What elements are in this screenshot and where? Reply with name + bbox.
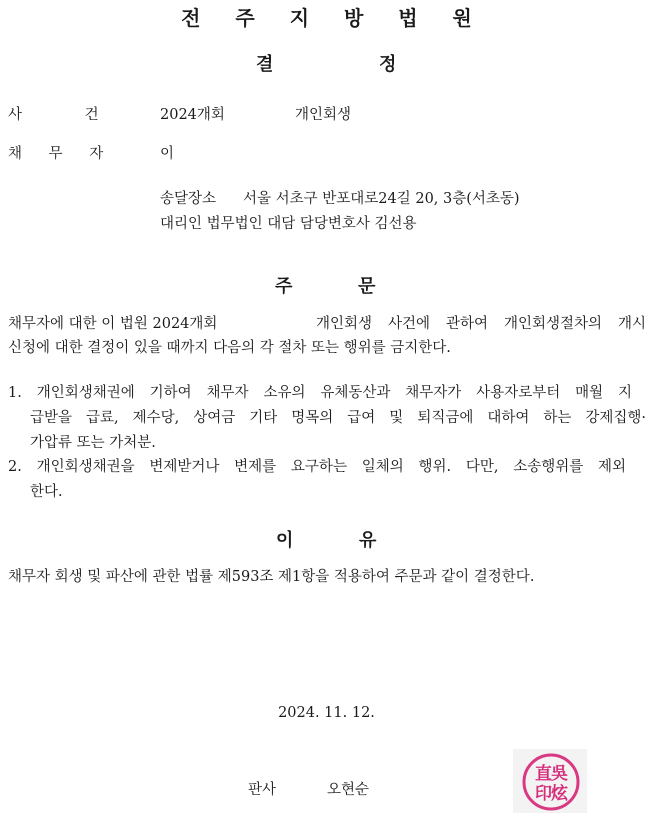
order-intro-line1b: 개인회생 사건에 관하여 개인회생절차의 개시 bbox=[316, 316, 646, 332]
debtor-name: 이 bbox=[160, 146, 175, 162]
judge-name: 오현순 bbox=[327, 782, 370, 798]
reason-heading-char2: 유 bbox=[359, 530, 377, 551]
debtor-agent: 대리인 법무법인 대담 담당변호사 김선용 bbox=[160, 216, 417, 232]
document-type-char1: 결 bbox=[256, 54, 274, 75]
case-number: 2024개회 bbox=[160, 107, 225, 123]
court-name: 전 주 지 방 법 원 bbox=[181, 6, 486, 30]
decision-date: 2024. 11. 12. bbox=[278, 705, 375, 721]
debtor-label bbox=[8, 142, 103, 163]
judge-seal bbox=[513, 749, 587, 813]
reason-heading-char1: 이 bbox=[276, 530, 294, 551]
order-intro-line2: 신청에 대한 결정이 있을 때까지 다음의 각 절차 또는 행위를 금지한다. bbox=[8, 340, 451, 356]
debtor-label-text: 채 무 자 bbox=[8, 146, 104, 162]
delivery-label: 송달장소 bbox=[160, 191, 217, 207]
reason-text: 채무자 회생 및 파산에 관한 법률 제593조 제1항을 적용하여 주문과 같이 결정한다. bbox=[8, 569, 535, 585]
order-item2-line2: 한다. bbox=[30, 484, 63, 500]
seal-icon bbox=[513, 749, 587, 813]
order-item1-line1: 1. 개인회생채권에 기하여 채무자 소유의 유체동산과 채무자가 사용자로부터 매월 지 bbox=[8, 385, 632, 401]
order-heading-char1: 주 bbox=[275, 276, 293, 297]
delivery-address: 서울 서초구 반포대로24길 20, 3층(서초동) bbox=[243, 191, 520, 207]
order-heading-char2: 문 bbox=[358, 276, 376, 297]
document-type-char2: 정 bbox=[379, 54, 397, 75]
seal-char-3: 印 bbox=[535, 784, 552, 804]
order-item2-line1: 2. 개인회생채권을 변제받거나 변제를 요구하는 일체의 행위. 다만, 소송행위를 제외 bbox=[8, 459, 626, 475]
order-intro-line1a: 채무자에 대한 이 법원 2024개회 bbox=[8, 316, 218, 332]
order-item1-line2: 급받을 급료, 제수당, 상여금 기타 명목의 급여 및 퇴직금에 대하여 하는 강제집행· bbox=[30, 410, 646, 426]
case-name: 개인회생 bbox=[295, 107, 352, 123]
seal-char-2: 吳 bbox=[551, 764, 568, 784]
judge-title: 판사 bbox=[248, 782, 277, 798]
seal-char-1: 直 bbox=[535, 764, 552, 784]
seal-char-4: 炫 bbox=[551, 784, 568, 804]
case-label bbox=[8, 103, 98, 124]
order-item1-line3: 가압류 또는 가처분. bbox=[30, 435, 156, 451]
case-label-text: 사 건 bbox=[8, 107, 99, 123]
